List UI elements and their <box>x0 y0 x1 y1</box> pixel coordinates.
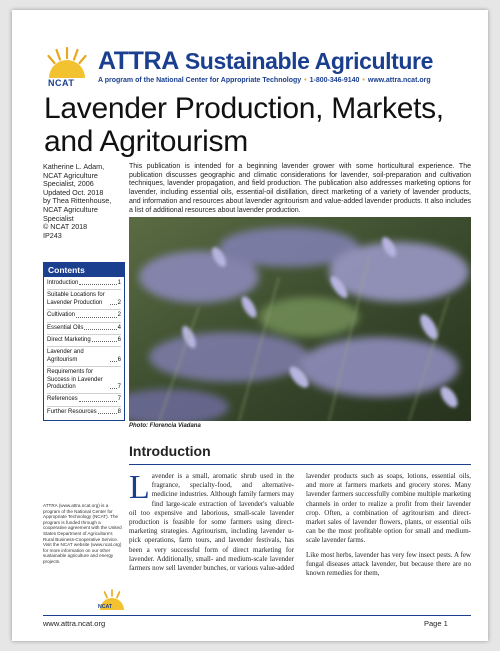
leader-dots <box>79 284 116 285</box>
publication-page <box>12 10 488 641</box>
contents-item-essential-oils[interactable] <box>47 323 121 335</box>
contents-item-label: Cultivation <box>47 312 76 319</box>
leader-dots <box>79 401 117 402</box>
tagline-phone: 1-800-346-9140 <box>309 77 360 84</box>
author-line: by Thea Rittenhouse, <box>43 196 112 206</box>
contents-item-page: 8 <box>117 408 121 415</box>
drop-cap: L <box>129 469 150 506</box>
contents-item-references[interactable] <box>47 394 121 406</box>
author-line: © NCAT 2018 <box>43 222 88 232</box>
attra-program-note: ATTRA (www.attra.ncat.org) is a program of the National Center for Appropriate Technology (NCAT). The program is funded through a cooperative agreement with the United States Department of Agriculture's Rural Business-Cooperative Service. Visit the NCAT website (www.ncat.org) for more information on our other sustainable agriculture and energy projects. <box>43 503 122 564</box>
abstract: This publication is intended for a beginning lavender grower with some horticultural experience. The publication discusses geographic and climatic considerations for lavender, soil-preparation and cultivation techniques, lavender propagation, and field production. The publication also addresses marketing options for lavender, including essential oils, essential-oil distillation, direct marketing of a variety of lavender products, and information and resources about lavender agritourism and value-added lavender products. It also includes a list of additional resources about lavender production. <box>129 163 471 214</box>
contents-item-page: 7 <box>117 384 121 391</box>
leader-dots <box>76 317 117 318</box>
contents-item-label: References <box>47 396 78 403</box>
brand-tagline <box>98 77 431 84</box>
contents-item-page: 2 <box>117 299 121 306</box>
contents-item-suitable-locations[interactable] <box>47 290 121 310</box>
leader-dots <box>110 304 117 305</box>
footer-divider <box>43 615 471 616</box>
author-line: Specialist <box>43 213 74 223</box>
contents-item-cultivation[interactable] <box>47 310 121 322</box>
contents-item-label: Introduction <box>47 280 79 286</box>
tagline-website[interactable]: www.attra.ncat.org <box>367 77 431 84</box>
contents-item-page: 6 <box>117 356 121 363</box>
introduction-body <box>129 469 471 614</box>
author-line: Updated Oct. 2018 <box>43 187 104 197</box>
tagline-text: A program of the National Center for Appropriate Technology <box>98 77 302 84</box>
author-line: Katherine L. Adam, <box>43 162 105 171</box>
attra-brand <box>98 47 433 76</box>
contents-heading: Contents <box>44 263 124 277</box>
lavender-photo <box>129 217 471 421</box>
contents-list <box>44 277 124 420</box>
contents-item-label: Essential Oils <box>47 324 84 331</box>
author-info <box>43 163 127 240</box>
contents-item-label: Direct Marketing <box>47 337 91 344</box>
contents-item-page: 4 <box>117 324 121 331</box>
contents-item-label: Lavender and Agritourism <box>47 349 84 363</box>
ncat-small-logo-text: NCAT <box>98 604 113 610</box>
contents-box <box>43 262 125 421</box>
introduction-heading: Introduction <box>129 443 211 459</box>
tagline-bullet-icon: • <box>362 77 365 84</box>
leader-dots <box>98 413 117 414</box>
contents-item-label: Further Resources <box>47 408 97 415</box>
intro-paragraph-text: avender is a small, aromatic shrub used in the fragrance, specialty-food, and alternative-medicine industries. Although family farmers may find large-scale extraction of lavender's valuable oil too expensive and laborious, small-scale lavender production is feasible for some farmers using direct-marketing strategies. Agritourism, including lavender u-pick operations, farm tours, and lavender festivals, has been a very successful form of direct marketing for lavender. Additionally, small- and medium-scale lavender farmers now sell lavender bunches, or various value-added lavender products such as soaps, lotions, essential oils, and more at farmers markets and grocery stores. Many lavender farmers successfully combine multiple marketing channels in order to realize a profit from their lavender crop. Often, a combination of agritourism and direct-market sales of lavender flowers, plants, or essential oils can be the most profitable option for small and medium-scale lavender farms. <box>129 472 471 573</box>
contents-item-page: 1 <box>117 280 121 286</box>
leader-dots <box>84 329 116 330</box>
ncat-logo-text: NCAT <box>48 78 75 88</box>
contents-item-introduction[interactable] <box>47 278 121 290</box>
footer-website[interactable]: www.attra.ncat.org <box>43 619 106 628</box>
contents-item-direct-marketing[interactable] <box>47 335 121 347</box>
contents-item-requirements[interactable] <box>47 367 121 394</box>
photo-caption: Photo: Florencia Viadana <box>129 423 201 429</box>
contents-item-page: 7 <box>117 396 121 403</box>
leader-dots <box>92 341 117 342</box>
contents-item-page: 6 <box>117 337 121 344</box>
ncat-sun-logo-icon <box>46 46 88 80</box>
section-divider <box>129 464 471 465</box>
contents-item-label: Suitable Locations for Lavender Production <box>47 292 105 306</box>
lavender-field-image <box>129 217 471 421</box>
leader-dots <box>110 388 117 389</box>
brand-attra: ATTRA <box>98 47 179 75</box>
author-line: NCAT Agriculture <box>43 204 98 214</box>
footer-page-number: Page 1 <box>424 619 448 628</box>
author-line: NCAT Agriculture <box>43 170 98 180</box>
leader-dots <box>110 361 117 362</box>
contents-item-label: Requirements for Success in Lavender Production <box>47 369 103 391</box>
page-title: Lavender Production, Markets, and Agritourism <box>44 92 444 158</box>
contents-item-agritourism[interactable] <box>47 347 121 367</box>
author-line: Specialist, 2006 <box>43 179 94 189</box>
tagline-bullet-icon: • <box>304 77 307 84</box>
contents-item-further-resources[interactable] <box>47 407 121 418</box>
intro-paragraph: Like most herbs, lavender has very few insect pests. A few fungal diseases attack lavender, but because there are no known remedies for them, <box>306 550 471 578</box>
contents-item-page: 2 <box>117 312 121 319</box>
brand-subtitle: Sustainable Agriculture <box>178 48 433 74</box>
author-line: IP243 <box>43 230 62 240</box>
